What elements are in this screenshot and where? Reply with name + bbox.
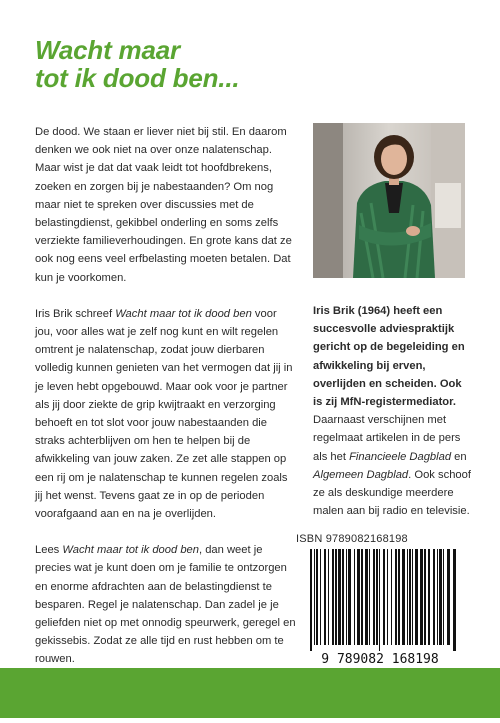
bio-text-1: Daarnaast verschijnen met regelmaat artikelen in de pers als het <box>313 414 461 463</box>
barcode-bar <box>415 549 418 645</box>
barcode-bar <box>369 549 370 645</box>
title-line-1: Wacht maar <box>35 35 180 65</box>
barcode-bar <box>447 549 450 645</box>
barcode-bar <box>398 549 400 645</box>
barcode-bar <box>433 549 435 645</box>
barcode-graphic <box>296 549 464 667</box>
barcode-bar <box>328 549 329 645</box>
bio-text-3: . Ook schoof ze als deskundige meerdere malen aan bij radio en televisie. <box>313 468 471 518</box>
barcode-bar <box>332 549 334 645</box>
barcode-bar <box>361 549 363 645</box>
p2-book-title: Wacht maar tot ik dood ben <box>115 307 252 320</box>
bio-paper-1: Financieele Dagblad <box>349 450 452 463</box>
barcode-bar <box>395 549 397 645</box>
barcode-bar <box>310 549 312 651</box>
barcode-bar <box>453 549 456 651</box>
barcode-bar <box>348 549 351 645</box>
isbn-barcode <box>296 533 464 667</box>
barcode-bar <box>357 549 360 645</box>
barcode-bar <box>402 549 405 645</box>
barcode-bar <box>316 549 318 645</box>
barcode-bar <box>376 549 378 645</box>
barcode-bar <box>387 549 388 645</box>
p3-book-title: Wacht maar tot ik dood ben <box>62 544 199 557</box>
author-photo-illustration <box>313 123 465 278</box>
barcode-bar <box>420 549 423 645</box>
author-photo <box>313 123 465 278</box>
blurb-paragraph-2 <box>35 305 297 523</box>
barcode-bar <box>342 549 344 645</box>
barcode-bar <box>409 549 411 645</box>
barcode-bar <box>335 549 337 645</box>
barcode-bar <box>314 549 315 645</box>
barcode-bar <box>443 549 444 645</box>
isbn-label: ISBN 9789082168198 <box>296 533 408 545</box>
barcode-bar <box>428 549 430 645</box>
bio-text-2: en <box>451 450 467 463</box>
barcode-bar <box>412 549 413 645</box>
book-title <box>35 36 239 92</box>
barcode-bar <box>338 549 341 645</box>
p3-post: , dan weet je precies wat je kunt doen om je familie te ontzorgen en enorme afdrachten aan de belastingdienst te besparen. Regel je nalatenschap. Dan zadel je je geliefden niet op met onnodig speurwerk, geregel en gekissebis. Zodat ze alle tijd en rust hebben om te rouwen. <box>35 544 296 666</box>
barcode-bar <box>365 549 368 645</box>
barcode-bar <box>424 549 426 645</box>
barcode-digits: 9 789082 168198 <box>321 652 439 667</box>
barcode-bar <box>324 549 326 645</box>
barcode-bar <box>439 549 442 645</box>
bio-paper-2: Algemeen Dagblad <box>313 468 409 481</box>
blurb-paragraph-1: De dood. We staan er liever niet bij stil. En daarom denken we ook niet na over onze nalatenschap. Maar wist je dat dat vaak leidt tot hoofdbrekens, zoeken en zorgen bij je nabestaanden? Om nog maar niet te spreken over discussies met de belastingdienst, gekibbel onderling en soms zelfs verziekte familieverhoudingen. En grote kans dat ze ook nog eens veel erfbelasting moeten betalen. Dat kun je voorkomen. <box>35 126 292 284</box>
p3-pre: Lees <box>35 544 63 557</box>
author-bio <box>313 302 473 520</box>
barcode-bar <box>391 549 392 645</box>
barcode-bar <box>379 549 380 651</box>
bio-bold: Iris Brik (1964) heeft een succesvolle adviespraktijk gericht op de begeleiding en afwikkeling bij erven, overlijden en scheiden. Ook is zij MfN-registermediator. <box>313 305 465 409</box>
title-line-2: tot ik dood ben... <box>35 63 240 93</box>
barcode-bar <box>437 549 438 645</box>
barcode-bar <box>373 549 375 645</box>
barcode-bar <box>320 549 321 645</box>
blurb-paragraph-3 <box>35 541 297 668</box>
barcode-bar <box>346 549 347 645</box>
barcode-bar <box>383 549 385 645</box>
barcode-bar <box>407 549 408 645</box>
barcode-bar <box>354 549 355 645</box>
blurb <box>35 123 297 723</box>
p2-pre: Iris Brik schreef <box>35 307 116 320</box>
p2-post: voor jou, voor alles wat je zelf nog kunt en wilt regelen omtrent je nalatenschap, zodat jouw dierbaren volledig kunnen genieten van het vermogen dat jij in je leven hebt opgebouwd. Maar ook voor je partner als jij door ziekte de grip kwijtraakt en verzorging behoeft en tot slot voor jouw nabestaanden die straks achterblijven om hen te helpen bij de afwikkeling van jouw zaken. Ze zet alle stappen op een rij om je nalatenschap te kunnen regelen zoals jij het wenst. Tevens gaat ze in op de perioden voorafgaand aan en na je overlijden. <box>35 307 293 521</box>
bottom-green-band <box>0 668 500 718</box>
